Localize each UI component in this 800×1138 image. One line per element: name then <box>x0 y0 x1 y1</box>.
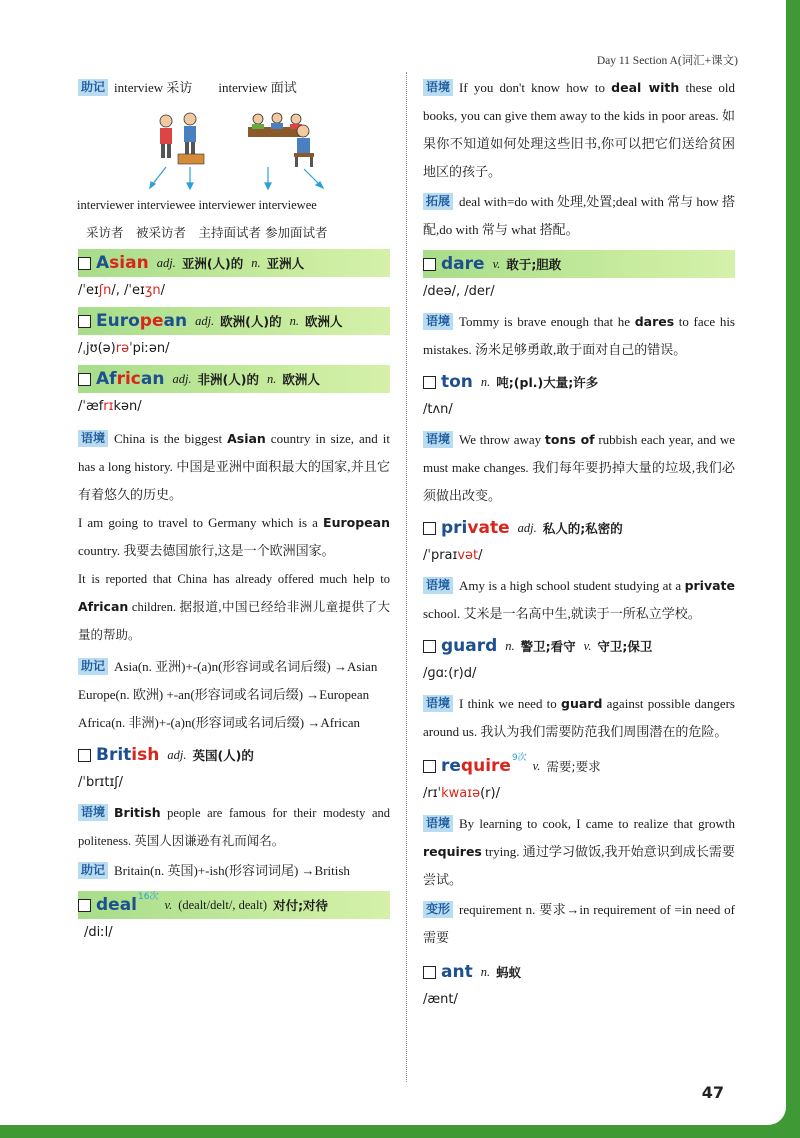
interview-caption-zh: 采访者 被采访者 主持面试者 参加面试者 <box>86 225 328 240</box>
checkbox-ant[interactable] <box>423 966 436 979</box>
mnemonic-tag: 助记 <box>78 79 108 96</box>
headword-asian: Asian <box>96 253 149 273</box>
interview-mnemonic: 助记 interview 采访 interview 面试 <box>78 74 390 103</box>
headword-dare: dare <box>441 254 485 274</box>
ipa-require: /rɪˈkwaɪə(r)/ <box>423 786 500 801</box>
inflection-require: 变形 requirement n. 要求→in requirement of =in need of 需要 <box>423 902 735 945</box>
headword-african: African <box>96 369 165 389</box>
ipa-african: /ˈæfrɪkən/ <box>78 399 142 414</box>
ipa-guard: /ɡɑː(r)d/ <box>423 666 477 681</box>
checkbox-private[interactable] <box>423 522 436 535</box>
entry-require: require 9次 v. 需要;要求 <box>423 752 735 780</box>
column-divider <box>406 72 407 1082</box>
ipa-ant: /ænt/ <box>423 992 458 1007</box>
ipa-private: /ˈpraɪvət/ <box>423 548 483 563</box>
right-column <box>423 72 735 1016</box>
frequency-badge-require: 9次 <box>511 752 527 763</box>
headword-british: British <box>96 745 160 765</box>
left-column <box>78 72 390 949</box>
example-ton: 语境 We throw away tons of rubbish each year, and we must make changes. 我们每年要扔掉大量的垃圾,我们必须做出改变。 <box>423 432 736 503</box>
example-british: 语境 British people are famous for their modesty and politeness. 英国人因谦逊有礼而闻名。 <box>78 805 390 848</box>
frequency-badge-deal: 16次 <box>138 891 159 902</box>
checkbox-african[interactable] <box>78 373 91 386</box>
checkbox-british[interactable] <box>78 749 91 762</box>
headword-ant: ant <box>441 962 473 982</box>
ipa-deal: /diːl/ <box>84 925 113 940</box>
ipa-dare: /deə/, /der/ <box>423 284 495 299</box>
page-number: 47 <box>701 1083 724 1102</box>
interview-caption-en: interviewer interviewee interviewer interviewee <box>77 198 317 212</box>
entry-private: private adj. 私人的;私密的 <box>423 514 735 542</box>
entry-dare: dare v. 敢于;胆敢 <box>423 250 735 278</box>
example-guard: 语境 I think we need to guard against possible dangers around us. 我认为我们需要防范我们周围潜在的危险。 <box>423 696 735 739</box>
checkbox-asian[interactable] <box>78 257 91 270</box>
entry-ant: ant n. 蚂蚁 <box>423 958 735 986</box>
entry-ton: ton n. 吨;(pl.)大量;许多 <box>423 368 735 396</box>
interview-illustration <box>78 111 390 191</box>
headword-guard: guard <box>441 636 498 656</box>
entry-asian: Asian adj. 亚洲(人)的 n. 亚洲人 <box>78 249 390 277</box>
example-asian: 语境 China is the biggest Asian country in size, and it has a long history. 中国是亚洲中面积最大的国家,并且它有着悠久的历史。 <box>78 431 390 502</box>
example-european: I am going to travel to Germany which is a European country. 我要去德国旅行,这是一个欧洲国家。 <box>78 515 390 558</box>
checkbox-dare[interactable] <box>423 258 436 271</box>
example-dare: 语境 Tommy is brave enough that he dares to face his mistakes. 汤米足够勇敢,敢于面对自己的错误。 <box>423 314 735 357</box>
ipa-british: /ˈbrɪtɪʃ/ <box>78 775 124 790</box>
checkbox-ton[interactable] <box>423 376 436 389</box>
headword-ton: ton <box>441 372 473 392</box>
entry-european: European adj. 欧洲(人)的 n. 欧洲人 <box>78 307 390 335</box>
extension-deal: 拓展 deal with=do with 处理,处置;deal with 常与 how 搭配,do with 常与 what 搭配。 <box>423 194 735 237</box>
mnemonic-asian: 助记 Asia(n. 亚洲)+-(a)n(形容词或名词后缀) →Asian <box>78 653 390 681</box>
headword-deal: deal <box>96 895 137 915</box>
example-private: 语境 Amy is a high school student studying at a private school. 艾米是一名高中生,就读于一所私立学校。 <box>423 578 735 621</box>
entry-african: African adj. 非洲(人)的 n. 欧洲人 <box>78 365 390 393</box>
running-header: Day 11 Section A(词汇+课文) <box>596 55 738 67</box>
headword-private: private <box>441 518 510 538</box>
checkbox-require[interactable] <box>423 760 436 773</box>
checkbox-european[interactable] <box>78 315 91 328</box>
example-deal: 语境 If you don't know how to deal with these old books, you can give them away to the kids in poor areas. 如果你不知道如何处理这些旧书,你可以把它们送给贫困地区的孩子。 <box>423 80 735 179</box>
ipa-ton: /tʌn/ <box>423 402 453 417</box>
headword-require: require <box>441 756 511 776</box>
ipa-asian: /ˈeɪʃn/, /ˈeɪʒn/ <box>78 283 165 298</box>
interview-people-illustration-icon <box>78 111 390 191</box>
mnemonic-british: 助记 Britain(n. 英国)+-ish(形容词词尾) →British <box>78 857 390 885</box>
entry-deal: deal 16次 v. (dealt/delt/, dealt) 对付;对待 <box>78 891 390 919</box>
mnemonic-african: Africa(n. 非洲)+-(a)n(形容词或名词后缀) →African <box>78 715 361 730</box>
checkbox-deal[interactable] <box>78 899 91 912</box>
checkbox-guard[interactable] <box>423 640 436 653</box>
example-african: It is reported that China has already offered much help to African children. 据报道,中国已经给非洲儿童提供了大量的帮助。 <box>78 572 390 642</box>
entry-guard: guard n. 警卫;看守 v. 守卫;保卫 <box>423 632 735 660</box>
headword-european: European <box>96 311 188 331</box>
mnemonic-european: Europe(n. 欧洲) +-an(形容词或名词后缀) →European <box>78 687 370 702</box>
entry-british: British adj. 英国(人)的 <box>78 741 390 769</box>
example-require: 语境 By learning to cook, I came to realize that growth requires trying. 通过学习做饭,我开始意识到成长需要尝试。 <box>423 816 735 887</box>
ipa-european: /ˌjʊ(ə)rəˈpiːən/ <box>78 341 170 356</box>
